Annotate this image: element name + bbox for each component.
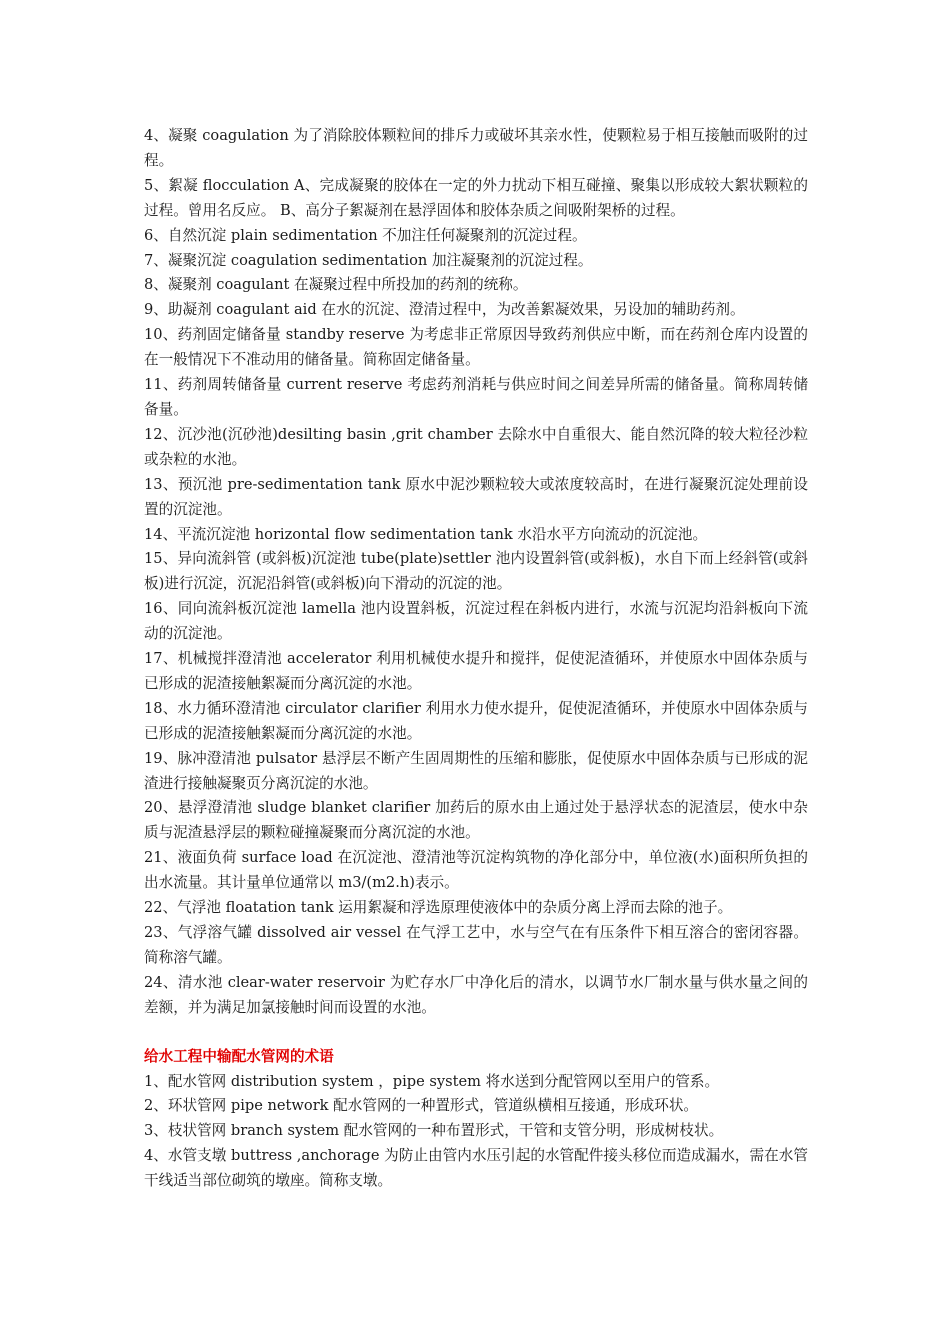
term-paragraph: 12、沉沙池(沉砂池)desilting basin ,grit chamber 去除水中自重很大、能自然沉降的较大粒径沙粒或杂粒的水池。 — [144, 425, 808, 468]
term-paragraph: 7、凝聚沉淀 coagulation sedimentation 加注凝聚剂的沉淀过程。 — [144, 251, 593, 269]
term-paragraph: 4、凝聚 coagulation 为了消除胶体颗粒间的排斥力或破坏其亲水性，使颗粒易于相互接触而吸附的过程。 — [144, 127, 808, 169]
term-paragraph: 18、水力循环澄清池 circulator clarifier 利用水力使水提升，促使泥渣循环，并使原水中固体杂质与已形成的泥渣接触絮凝而分离沉淀的水池。 — [144, 699, 808, 742]
term-paragraph: 19、脉冲澄清池 pulsator 悬浮层不断产生固周期性的压缩和膨胀，促使原水中固体杂质与已形成的泥渣进行接触凝聚页分离沉淀的水池。 — [144, 749, 808, 792]
term-paragraph: 11、药剂周转储备量 current reserve 考虑药剂消耗与供应时间之间差异所需的储备量。简称周转储备量。 — [144, 376, 808, 418]
term-paragraph: 10、药剂固定储备量 standby reserve 为考虑非正常原因导致药剂供应中断，而在药剂仓库内设置的在一般情况下不准动用的储备量。简称固定储备量。 — [144, 326, 808, 369]
term-paragraph: 1、配水管网 distribution system ，pipe system 将水送到分配管网以至用户的管系。 — [144, 1072, 720, 1090]
term-paragraph: 16、同向流斜板沉淀池 lamella 池内设置斜板，沉淀过程在斜板内进行，水流与沉泥均沿斜板向下流动的沉淀池。 — [144, 600, 808, 643]
term-paragraph: 4、水管支墩 buttress ,anchorage 为防止由管内水压引起的水管配件接头移位而造成漏水，需在水管干线适当部位砌筑的墩座。简称支墩。 — [144, 1147, 808, 1190]
section-pipe-network-terms — [144, 1045, 808, 1194]
term-paragraph: 15、异向流斜管 (或斜板)沉淀池 tube(plate)settler 池内设置斜管(或斜板)，水自下而上经斜管(或斜板)进行沉淀，沉泥沿斜管(或斜板)向下滑动的沉淀的池。 — [144, 550, 808, 593]
term-paragraph: 22、气浮池 floatation tank 运用絮凝和浮选原理使液体中的杂质分离上浮而去除的池子。 — [144, 899, 733, 917]
section-water-treatment-terms — [144, 124, 808, 1021]
term-paragraph: 23、气浮溶气罐 dissolved air vessel 在气浮工艺中，水与空气在有压条件下相互溶合的密闭容器。简称溶气罐。 — [144, 924, 808, 966]
term-paragraph: 20、悬浮澄清池 sludge blanket clarifier 加药后的原水由上通过处于悬浮状态的泥渣层，使水中杂质与泥渣悬浮层的颗粒碰撞凝聚而分离沉淀的水池。 — [144, 799, 808, 842]
term-paragraph: 2、环状管网 pipe network 配水管网的一种置形式，管道纵横相互接通，形成环状。 — [144, 1097, 699, 1115]
term-paragraph: 17、机械搅拌澄清池 accelerator 利用机械使水提升和搅拌，促使泥渣循环，并使原水中固体杂质与已形成的泥渣接触絮凝而分离沉淀的水池。 — [144, 650, 808, 692]
term-paragraph: 9、助凝剂 coagulant aid 在水的沉淀、澄清过程中，为改善絮凝效果，另设加的辅助药剂。 — [144, 301, 745, 319]
term-paragraph: 8、凝聚剂 coagulant 在凝聚过程中所投加的药剂的统称。 — [144, 276, 528, 294]
term-paragraph: 13、预沉池 pre-sedimentation tank 原水中泥沙颗粒较大或浓度较高时，在进行凝聚沉淀处理前设置的沉淀池。 — [144, 475, 808, 518]
term-paragraph: 21、液面负荷 surface load 在沉淀池、澄清池等沉淀构筑物的净化部分中，单位液(水)面积所负担的出水流量。其计量单位通常以 m3/(m2.h)表示。 — [144, 849, 808, 892]
term-paragraph: 6、自然沉淀 plain sedimentation 不加注任何凝聚剂的沉淀过程。 — [144, 226, 587, 244]
term-paragraph: 5、絮凝 flocculation A、完成凝聚的胶体在一定的外力扰动下相互碰撞、聚集以形成较大絮状颗粒的过程。曾用名反应。 B、高分子絮凝剂在悬浮固体和胶体杂质之间吸附架桥的过程。 — [144, 176, 808, 219]
term-paragraph: 14、平流沉淀池 horizontal flow sedimentation tank 水沿水平方向流动的沉淀池。 — [144, 525, 708, 543]
term-paragraph: 3、枝状管网 branch system 配水管网的一种布置形式，干管和支管分明，形成树枝状。 — [144, 1122, 724, 1140]
section-heading: 给水工程中输配水管网的术语 — [144, 1047, 334, 1065]
term-paragraph: 24、清水池 clear-water reservoir 为贮存水厂中净化后的清水，以调节水厂制水量与供水量之间的差额，并为满足加氯接触时间而设置的水池。 — [144, 973, 808, 1016]
